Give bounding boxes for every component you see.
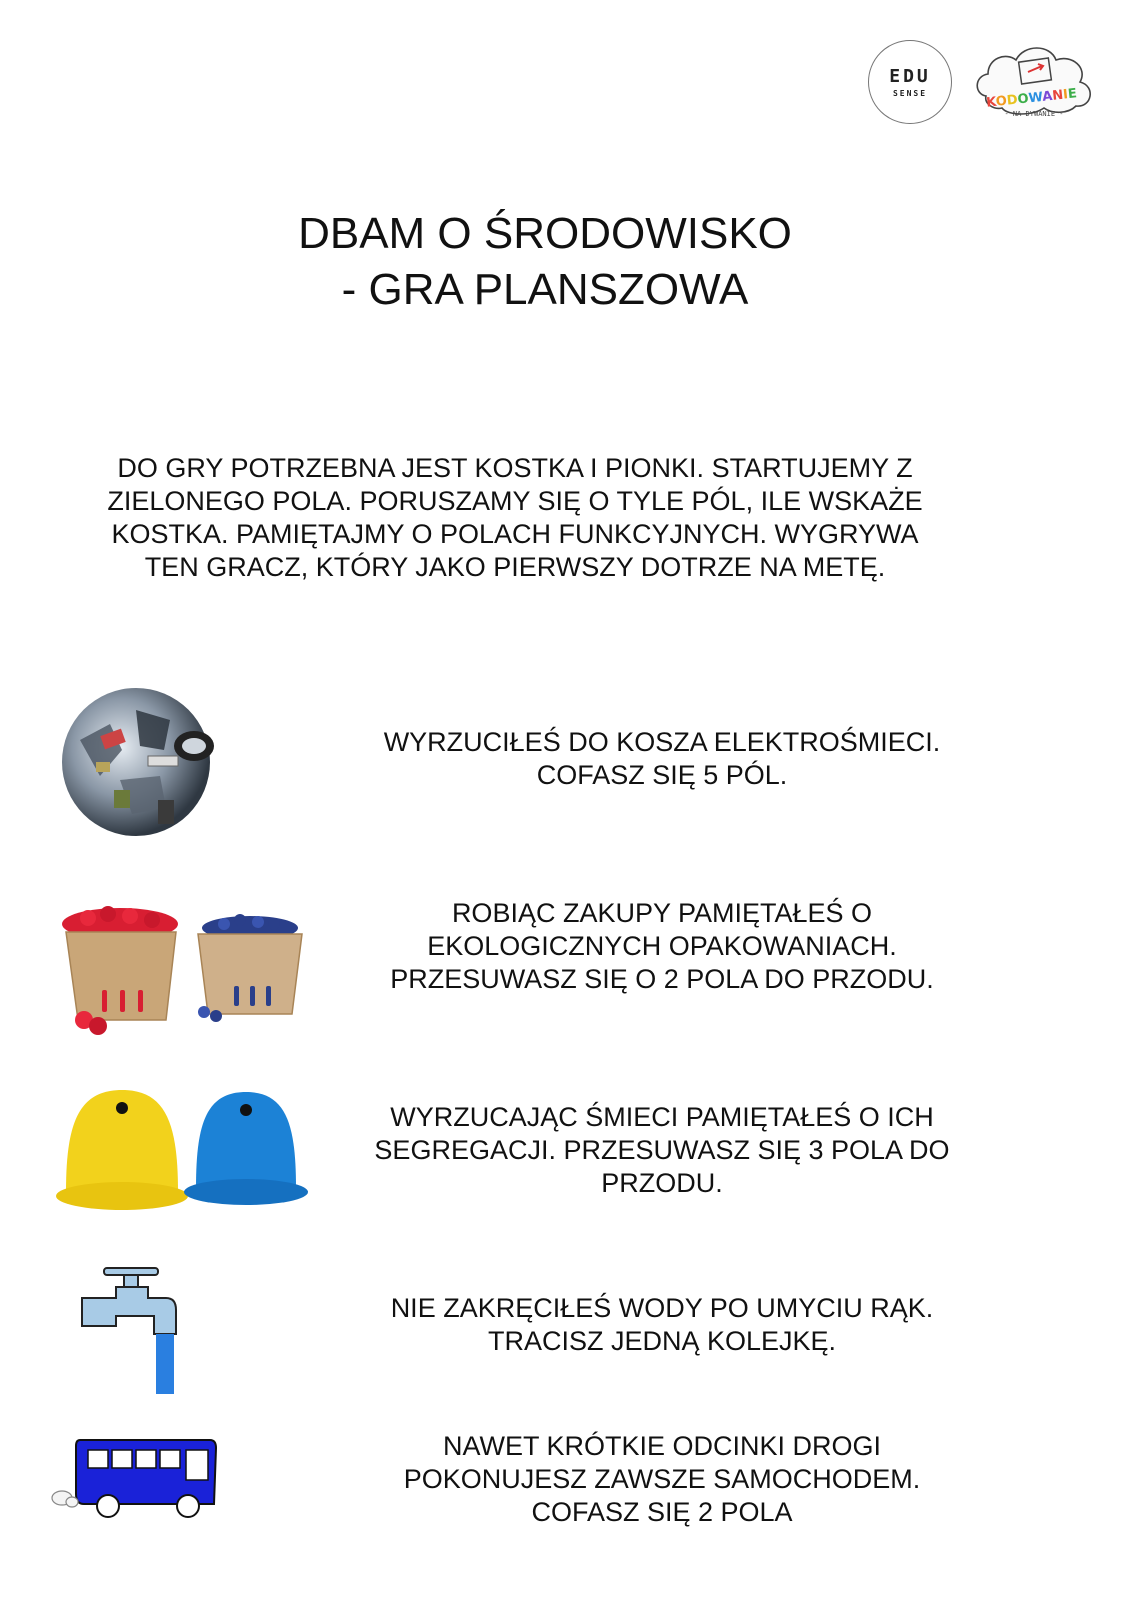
rule-line: WYRZUCAJĄC ŚMIECI PAMIĘTAŁEŚ O ICH: [390, 1102, 934, 1132]
rule-line: ROBIĄC ZAKUPY PAMIĘTAŁEŚ O: [451, 898, 873, 928]
page-title: [0, 206, 1090, 318]
edu-logo-text: EDU: [889, 66, 931, 87]
svg-text:KODOWANIE: KODOWANIE: [985, 86, 1078, 111]
edu-sense-logo: [868, 40, 952, 124]
rule-line: COFASZ SIĘ 2 POLA: [531, 1497, 793, 1527]
rule-2-text: [352, 897, 972, 996]
rule-line: PRZESUWASZ SIĘ O 2 POLA DO PRZODU.: [390, 964, 934, 994]
rule-line: COFASZ SIĘ 5 PÓL.: [536, 760, 788, 790]
intro-line: ZIELONEGO POLA. PORUSZAMY SIĘ O TYLE PÓL, ILE WSKAŻE: [107, 486, 923, 516]
kodowanie-subtitle: - NA DYWANIE -: [1004, 110, 1064, 118]
intro-line: TEN GRACZ, KTÓRY JAKO PIERWSZY DOTRZE NA METĘ.: [144, 552, 886, 582]
rule-line: NIE ZAKRĘCIŁEŚ WODY PO UMYCIU RĄK.: [390, 1293, 934, 1323]
rule-1-text: [352, 726, 972, 792]
title-line-1: DBAM O ŚRODOWISKO: [298, 209, 792, 258]
rule-line: WYRZUCIŁEŚ DO KOSZA ELEKTROŚMIECI.: [383, 727, 941, 757]
rule-line: SEGREGACJI. PRZESUWASZ SIĘ 3 POLA DO: [374, 1135, 950, 1165]
title-line-2: - GRA PLANSZOWA: [341, 265, 749, 314]
berry-baskets-icon: [58, 902, 308, 1042]
recycling-bins-icon: [52, 1084, 312, 1216]
intro-line: KOSTKA. PAMIĘTAJMY O POLACH FUNKCYJNYCH. WYGRYWA: [111, 519, 919, 549]
intro-paragraph: [70, 452, 960, 584]
rule-line: NAWET KRÓTKIE ODCINKI DROGI: [442, 1431, 882, 1461]
intro-line: DO GRY POTRZEBNA JEST KOSTKA I PIONKI. STARTUJEMY Z: [117, 453, 913, 483]
rule-line: POKONUJESZ ZAWSZE SAMOCHODEM.: [403, 1464, 921, 1494]
rule-5-text: [352, 1430, 972, 1529]
e-waste-globe-icon: [40, 680, 230, 840]
rule-3-text: [352, 1101, 972, 1200]
rule-4-text: [352, 1292, 972, 1358]
rule-line: EKOLOGICZNYCH OPAKOWANIACH.: [427, 931, 897, 961]
rule-line: TRACISZ JEDNĄ KOLEJKĘ.: [487, 1326, 837, 1356]
water-tap-icon: [78, 1260, 188, 1396]
bus-icon: [48, 1432, 218, 1524]
kodowanie-logo: [972, 38, 1097, 138]
rule-line: PRZODU.: [601, 1168, 723, 1198]
sense-logo-text: SENSE: [892, 89, 928, 98]
